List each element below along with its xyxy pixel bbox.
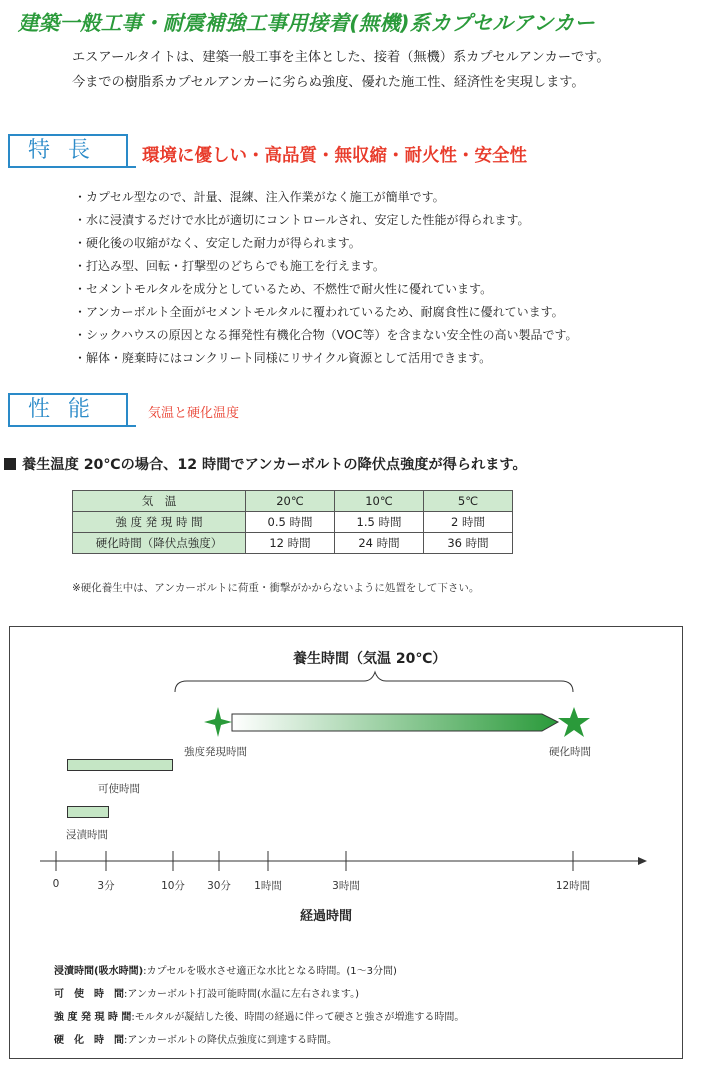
- table-cell: 24 時間: [335, 533, 424, 554]
- axis-tick-label: 30分: [207, 880, 231, 892]
- diagram-title: 養生時間（気温 20℃）: [293, 651, 447, 667]
- table-row-label: 硬化時間（降伏点強度）: [73, 533, 246, 554]
- axis-tick-label: 1時間: [254, 880, 282, 892]
- table-header-cell: 20℃: [246, 491, 335, 512]
- table-row-label: 強 度 発 現 時 間: [73, 512, 246, 533]
- strength-time-label: 強度発現時間: [184, 746, 247, 758]
- feature-item: ・セメントモルタルを成分としているため、不燃性で耐火性に優れています。: [74, 282, 493, 296]
- usable-time-bar: [67, 759, 173, 771]
- table-header-cell: 気 温: [73, 491, 246, 512]
- soak-time-label: 浸漬時間: [66, 829, 108, 841]
- intro-line-1: エスアールタイトは、建築一般工事を主体とした、接着（無機）系カプセルアンカーです。: [72, 50, 610, 65]
- performance-subtitle: 気温と硬化温度: [148, 406, 240, 421]
- feature-item: ・カプセル型なので、計量、混練、注入作業がなく施工が簡単です。: [74, 190, 445, 204]
- features-badge: 特長: [8, 134, 128, 168]
- cure-time-label: 硬化時間: [549, 746, 591, 758]
- table-cell: 0.5 時間: [246, 512, 335, 533]
- table-cell: 36 時間: [424, 533, 513, 554]
- star-icon: [558, 707, 590, 737]
- feature-item: ・打込み型、回転・打撃型のどちらでも施工を行えます。: [74, 259, 385, 273]
- sparkle-icon: [204, 707, 232, 737]
- legend-item: 可 使 時 間:アンカーボルト打設可能時間(水温に左右されます。): [54, 989, 359, 1000]
- curing-span-brace: [175, 672, 573, 692]
- table-cell: 2 時間: [424, 512, 513, 533]
- intro-line-2: 今までの樹脂系カプセルアンカーに劣らぬ強度、優れた施工性、経済性を実現します。: [72, 75, 585, 90]
- axis-tick-label: 10分: [161, 880, 185, 892]
- usable-time-label: 可使時間: [98, 783, 140, 795]
- axis-title: 経過時間: [300, 909, 353, 924]
- axis-tick-label: 12時間: [555, 880, 591, 892]
- axis-tick-label: 0: [52, 878, 60, 890]
- legend-item: 浸漬時間(吸水時間):カプセルを吸水させ適正な水比となる時間。(1～3分間): [54, 966, 397, 977]
- soak-time-bar: [67, 806, 109, 818]
- table-cell: 12 時間: [246, 533, 335, 554]
- feature-item: ・硬化後の収縮がなく、安定した耐力が得られます。: [74, 236, 361, 250]
- axis-tick-label: 3時間: [332, 880, 360, 892]
- page-title: 建築一般工事・耐震補強工事用接着(無機)系カプセルアンカー: [18, 11, 596, 35]
- table-cell: 1.5 時間: [335, 512, 424, 533]
- feature-item: ・アンカーボルト全面がセメントモルタルに覆われているため、耐腐食性に優れています。: [74, 305, 564, 319]
- axis-tick-label: 3分: [97, 880, 115, 892]
- table-header-cell: 10℃: [335, 491, 424, 512]
- performance-headline: 養生温度 20℃の場合、12 時間でアンカーボルトの降伏点強度が得られます。: [4, 454, 527, 474]
- performance-badge: 性能: [8, 393, 128, 427]
- feature-item: ・解体・廃棄時にはコンクリート同様にリサイクル資源として活用できます。: [74, 351, 492, 365]
- legend-item: 強 度 発 現 時 間:モルタルが凝結した後、時間の経過に伴って硬さと強さが増進する時間。: [54, 1012, 465, 1023]
- curing-progress-arrow: [232, 714, 558, 731]
- caution-note: ※硬化養生中は、アンカーボルトに荷重・衝撃がかからないように処置をして下さい。: [72, 582, 480, 594]
- axis-arrow-icon: [638, 857, 647, 865]
- feature-item: ・シックハウスの原因となる揮発性有機化合物（VOC等）を含まない安全性の高い製品です。: [74, 328, 578, 342]
- legend-item: 硬 化 時 間:アンカーボルトの降伏点強度に到達する時間。: [54, 1035, 337, 1046]
- features-tagline: 環境に優しい・高品質・無収縮・耐火性・安全性: [142, 146, 527, 166]
- table-header-cell: 5℃: [424, 491, 513, 512]
- feature-item: ・水に浸漬するだけで水比が適切にコントロールされ、安定した性能が得られます。: [74, 213, 530, 227]
